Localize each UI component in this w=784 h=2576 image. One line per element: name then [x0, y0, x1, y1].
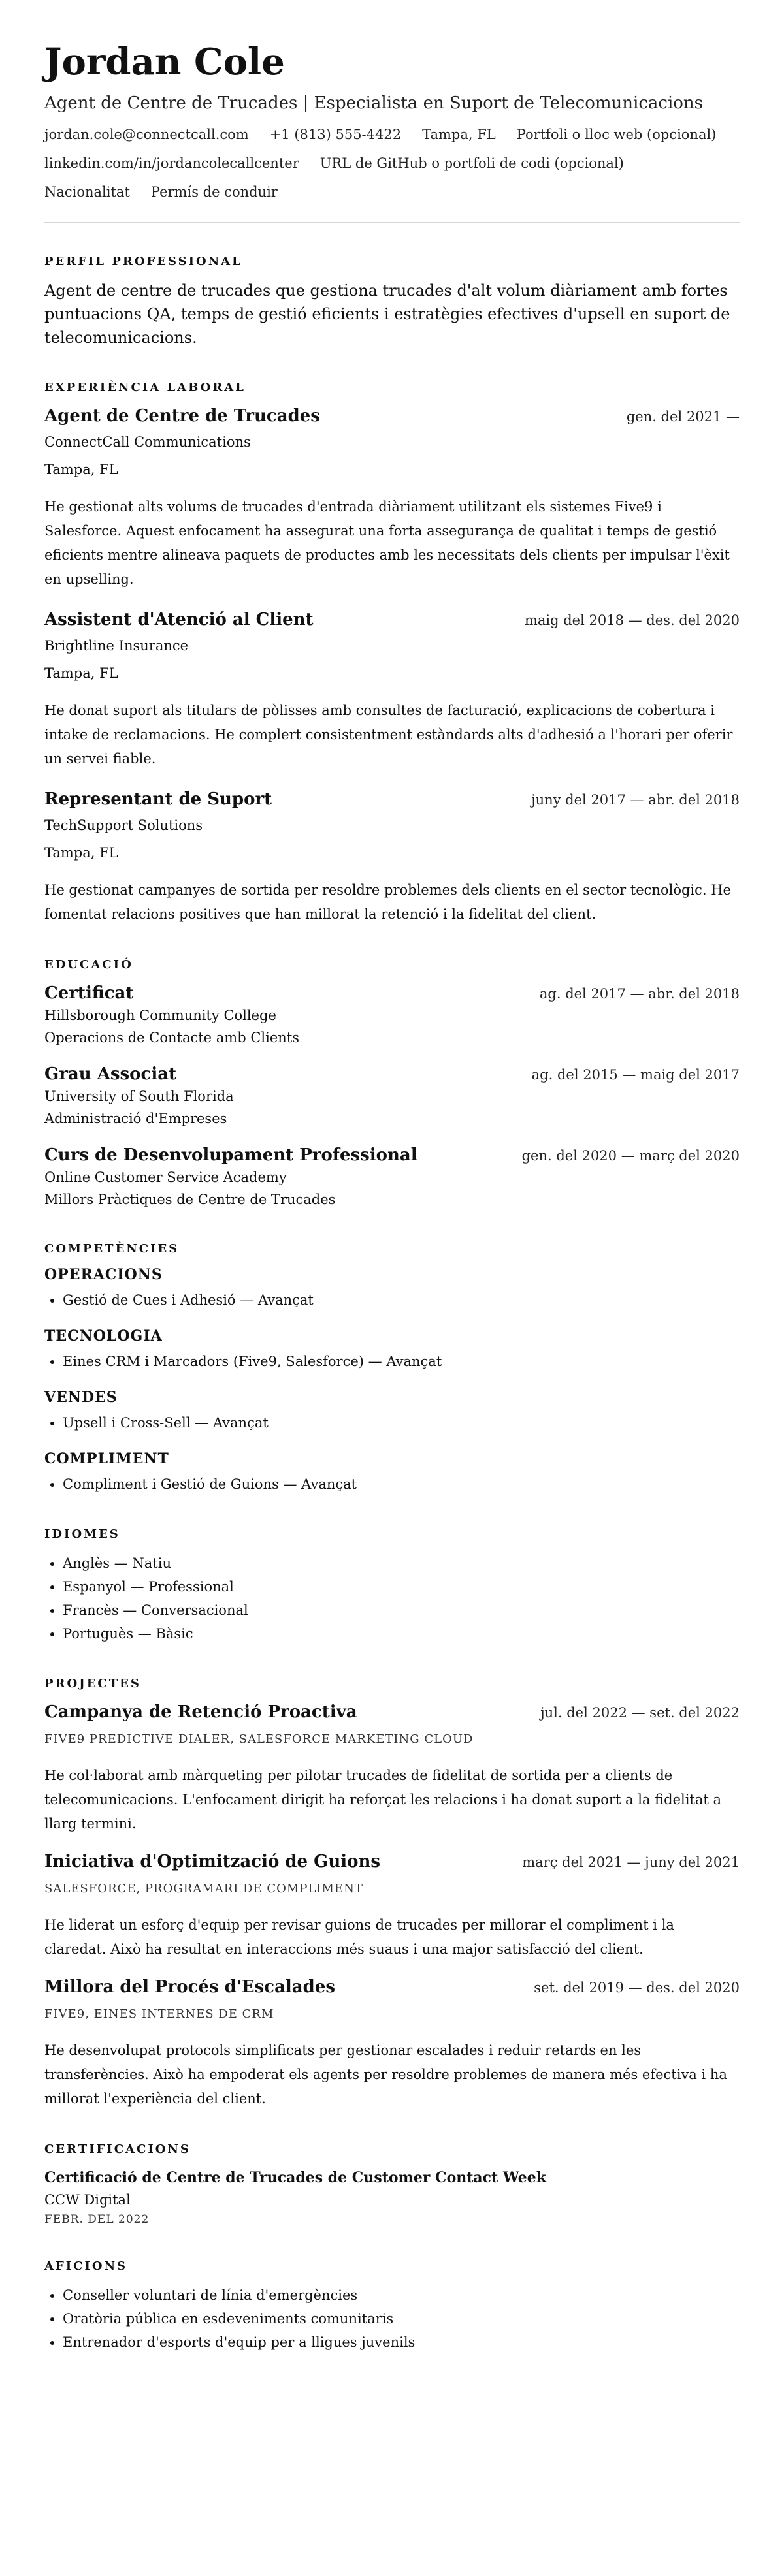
job-description: He gestionat campanyes de sortida per resoldre problemes dels clients en el sector tecnològic. He fomentat relacions positives que han millorat la retenció i la fidelitat del client.: [44, 882, 731, 922]
hobby-item: • Entrenador d'esports d'equip per a lligues juvenils: [63, 2330, 740, 2354]
language-list: [44, 1551, 740, 1646]
language-item: • Espanyol — Professional: [63, 1575, 740, 1598]
job-location: Tampa, FL: [44, 845, 118, 861]
project-description: He col·laborat amb màrqueting per pilotar trucades de fidelitat de sortida per a clients de telecomunicacions. L'enfocament dirigit ha reforçat les relacions i ha donat suport a la fidelitat a llarg termini.: [44, 1768, 722, 1832]
skill-group: [44, 1450, 740, 1496]
project-dates: jul. del 2022 — set. del 2022: [540, 1705, 740, 1721]
skill-item: • Eines CRM i Marcadors (Five9, Salesforce) — Avançat: [63, 1350, 740, 1373]
candidate-name: Jordan Cole: [44, 40, 285, 84]
certification-date: FEBR. DEL 2022: [44, 2213, 150, 2226]
skill-category: COMPLIMENT: [44, 1450, 169, 1467]
contact-links: [44, 149, 740, 178]
skill-category: OPERACIONS: [44, 1266, 163, 1283]
field-of-study: Administració d'Empreses: [44, 1111, 227, 1126]
contact-extra: [44, 178, 740, 206]
headline: Agent de Centre de Trucades | Especialista en Suport de Telecomunicacions: [44, 93, 704, 113]
contact-info: [44, 120, 740, 149]
education-dates: ag. del 2017 — abr. del 2018: [539, 986, 740, 1002]
profile-summary: Agent de centre de trucades que gestiona trucades d'alt volum diàriament amb fortes puntuacions QA, temps de gestió eficients i estratègies efectives d'upsell en suport de telecomunicacions.: [44, 281, 730, 347]
project-dates: març del 2021 — juny del 2021: [522, 1854, 740, 1870]
field-of-study: Operacions de Contacte amb Clients: [44, 1030, 300, 1045]
language-item: • Francès — Conversacional: [63, 1598, 740, 1622]
skill-item: • Gestió de Cues i Adhesió — Avançat: [63, 1288, 740, 1312]
phone: +1 (813) 555-4422: [269, 127, 402, 142]
education-dates: ag. del 2015 — maig del 2017: [531, 1067, 740, 1083]
job-location: Tampa, FL: [44, 462, 118, 477]
school: Hillsborough Community College: [44, 1008, 276, 1023]
section-title-projects: PROJECTES: [44, 1677, 141, 1691]
experience-entry: [44, 609, 740, 771]
job-dates: maig del 2018 — des. del 2020: [524, 612, 740, 628]
experience-entry: [44, 788, 740, 927]
company: Brightline Insurance: [44, 638, 189, 654]
certification-entry: [44, 2167, 740, 2228]
project-name: Millora del Procés d'Escalades: [44, 1977, 336, 1997]
project-description: He liderat un esforç d'equip per revisar guions de trucades per millorar el compliment i la claredat. Això ha resultat en interaccions més suaus i una major satisfacció del client.: [44, 1917, 674, 1957]
job-description: He donat suport als titulars de pòlisses amb consultes de facturació, explicacions de cobertura i intake de reclamacions. He complert consistentment estàndards alts d'adhesió a l'horari per oferir un servei fiable.: [44, 703, 733, 767]
section-title-education: EDUCACIÓ: [44, 958, 133, 972]
education-dates: gen. del 2020 — març del 2020: [521, 1148, 740, 1164]
section-title-skills: COMPETÈNCIES: [44, 1242, 180, 1256]
project-entry: [44, 1701, 740, 1836]
section-title-certifications: CERTIFICACIONS: [44, 2142, 191, 2156]
field-of-study: Millors Pràctiques de Centre de Trucades: [44, 1192, 336, 1207]
linkedin-link[interactable]: linkedin.com/in/jordancolecallcenter: [44, 155, 299, 171]
project-entry: [44, 1851, 740, 1962]
skill-group: [44, 1328, 740, 1373]
project-entry: [44, 1976, 740, 2111]
hobby-item: • Conseller voluntari de línia d'emergències: [63, 2283, 740, 2307]
email-link[interactable]: jordan.cole@connectcall.com: [44, 127, 249, 142]
language-item: • Anglès — Natiu: [63, 1551, 740, 1575]
school: University of South Florida: [44, 1089, 234, 1104]
experience-entry: [44, 405, 740, 592]
hobby-item: • Oratòria pública en esdeveniments comunitaris: [63, 2307, 740, 2330]
job-title: Representant de Suport: [44, 789, 272, 809]
project-name: Campanya de Retenció Proactiva: [44, 1702, 357, 1722]
project-name: Iniciativa d'Optimització de Guions: [44, 1852, 380, 1871]
certification-issuer: CCW Digital: [44, 2192, 131, 2208]
education-entry: [44, 982, 740, 1049]
certification-name: Certificació de Centre de Trucades de Customer Contact Week: [44, 2169, 547, 2186]
skill-category: TECNOLOGIA: [44, 1328, 163, 1344]
nationality: Nacionalitat: [44, 184, 130, 200]
degree: Curs de Desenvolupament Professional: [44, 1145, 417, 1165]
hobby-list: [44, 2283, 740, 2354]
skill-item: • Upsell i Cross-Sell — Avançat: [63, 1411, 740, 1435]
job-dates: gen. del 2021 —: [626, 409, 740, 424]
project-dates: set. del 2019 — des. del 2020: [534, 1980, 740, 1996]
job-title: Assistent d'Atenció al Client: [44, 610, 314, 629]
github-link[interactable]: URL de GitHub o portfoli de codi (opcional): [319, 155, 624, 171]
section-title-languages: IDIOMES: [44, 1527, 120, 1541]
job-title: Agent de Centre de Trucades: [44, 406, 320, 426]
job-dates: juny del 2017 — abr. del 2018: [531, 792, 740, 808]
degree: Grau Associat: [44, 1064, 177, 1084]
project-tech: FIVE9, EINES INTERNES DE CRM: [44, 2007, 274, 2021]
header-divider: [44, 222, 740, 223]
school: Online Customer Service Academy: [44, 1169, 287, 1185]
project-description: He desenvolupat protocols simplificats per gestionar escalades i reduir retards en les transferències. Això ha empoderat els agents per resoldre problemes de manera més efectiva i ha millorat l'experiència del client.: [44, 2043, 727, 2107]
company: ConnectCall Communications: [44, 434, 251, 450]
skill-group: [44, 1389, 740, 1435]
job-location: Tampa, FL: [44, 665, 118, 681]
degree: Certificat: [44, 983, 134, 1003]
language-item: • Portuguès — Bàsic: [63, 1622, 740, 1646]
education-entry: [44, 1144, 740, 1211]
driving-license: Permís de conduir: [150, 184, 278, 200]
location: Tampa, FL: [422, 127, 496, 142]
section-title-hobbies: AFICIONS: [44, 2259, 128, 2273]
skill-category: VENDES: [44, 1389, 118, 1406]
education-entry: [44, 1063, 740, 1130]
section-title-experience: EXPERIÈNCIA LABORAL: [44, 381, 246, 394]
project-tech: FIVE9 PREDICTIVE DIALER, SALESFORCE MARKETING CLOUD: [44, 1732, 474, 1746]
project-tech: SALESFORCE, PROGRAMARI DE COMPLIMENT: [44, 1882, 363, 1896]
company: TechSupport Solutions: [44, 818, 203, 833]
skill-item: • Compliment i Gestió de Guions — Avançat: [63, 1472, 740, 1496]
skill-group: [44, 1266, 740, 1312]
section-title-profile: PERFIL PROFESSIONAL: [44, 255, 242, 268]
job-description: He gestionat alts volums de trucades d'entrada diàriament utilitzant els sistemes Five9 i Salesforce. Aquest enfocament ha assegurat una forta assegurança de qualitat i temps de gestió eficients mentre alineava paquets de productes amb les necessitats dels clients per impulsar l'èxit en upselling.: [44, 499, 730, 587]
portfolio-link[interactable]: Portfoli o lloc web (opcional): [516, 127, 717, 142]
